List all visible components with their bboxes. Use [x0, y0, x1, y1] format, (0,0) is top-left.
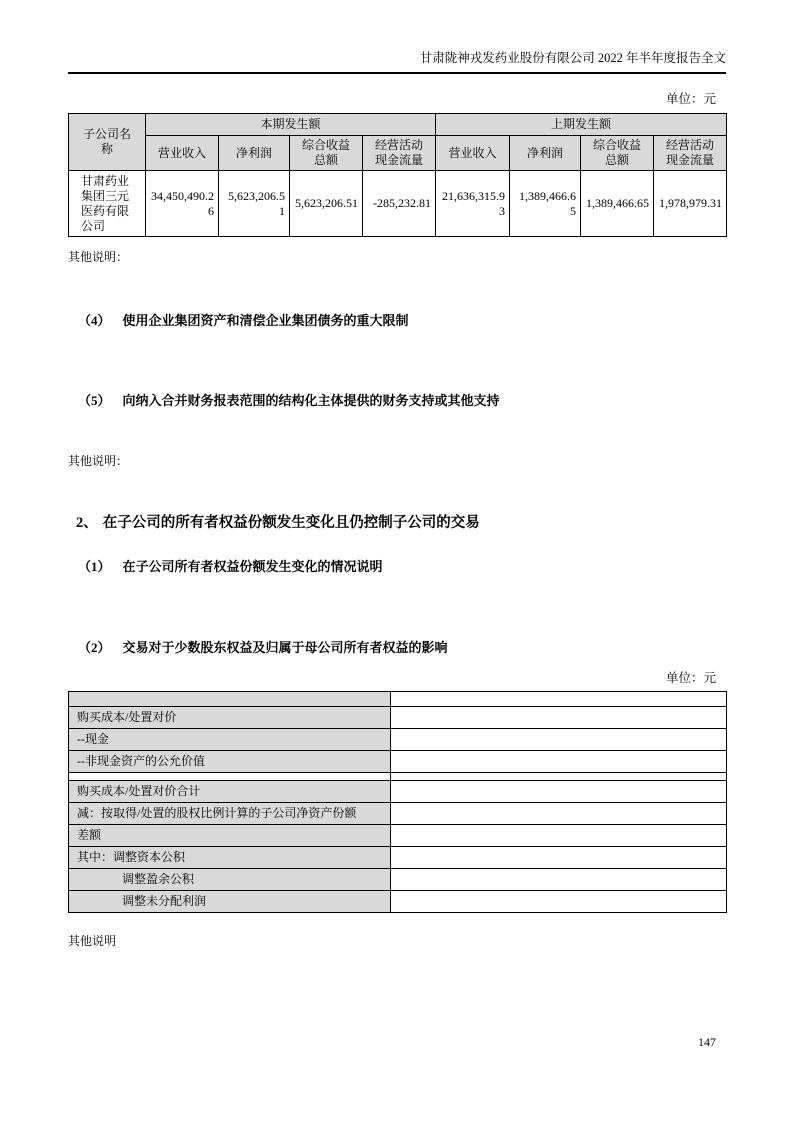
- t2-value-spacer: [391, 773, 727, 781]
- table1-subheader-revenue-current: 营业收入: [146, 136, 219, 171]
- table-row: [69, 781, 727, 803]
- section-2-2-number: （2）: [78, 640, 111, 655]
- section-5-title: 向纳入合并财务报表范围的结构化主体提供的财务支持或其他支持: [122, 393, 500, 408]
- section-5-number: （5）: [78, 393, 111, 408]
- table1-subheader-revenue-prior: 营业收入: [436, 136, 510, 171]
- t2-label-adjust-surplus-reserve: 调整盈余公积: [69, 869, 391, 891]
- equity-change-impact-table: [68, 691, 727, 913]
- t2-value-adjust-undistributed-profit: [391, 891, 727, 913]
- t2-label-blank-header: [69, 692, 391, 707]
- table-row: [69, 869, 727, 891]
- t2-label-adjust-capital-reserve: 其中：调整资本公积: [69, 847, 391, 869]
- value-netprofit-current: 5,623,206.51: [219, 171, 290, 237]
- value-cashflow-prior: 1,978,979.31: [654, 171, 727, 237]
- other-note-after-table1: 其他说明：: [68, 250, 129, 264]
- section-4-title: 使用企业集团资产和清偿企业集团债务的重大限制: [122, 313, 409, 328]
- table-row-spacer: [69, 773, 727, 781]
- other-note-after-section5: 其他说明：: [68, 454, 129, 468]
- section-2-1-number: （1）: [78, 559, 111, 574]
- subsidiary-financials-table: [68, 113, 727, 237]
- t2-value-difference: [391, 825, 727, 847]
- other-note-after-table2: 其他说明: [68, 934, 117, 948]
- table-row: [69, 847, 727, 869]
- table1-subheader-netprofit-current: 净利润: [219, 136, 290, 171]
- t2-value-purchase-cost: [391, 707, 727, 729]
- table-row: [69, 171, 727, 237]
- value-comprehensive-prior: 1,389,466.65: [581, 171, 654, 237]
- section-2-2-title: 交易对于少数股东权益及归属于母公司所有者权益的影响: [122, 640, 448, 655]
- t2-value-noncash-fair-value: [391, 751, 727, 773]
- table-row: [69, 707, 727, 729]
- value-cashflow-current: -285,232.81: [363, 171, 436, 237]
- t2-value-adjust-surplus-reserve: [391, 869, 727, 891]
- table1-header-prior-period: 上期发生额: [436, 114, 727, 136]
- t2-value-less-net-asset-share: [391, 803, 727, 825]
- t2-label-less-net-asset-share: 减：按取得/处置的股权比例计算的子公司净资产份额: [69, 803, 391, 825]
- value-netprofit-prior: 1,389,466.65: [510, 171, 581, 237]
- table1-subheader-netprofit-prior: 净利润: [510, 136, 581, 171]
- section-heading-2: [76, 511, 480, 532]
- t2-value-cash: [391, 729, 727, 751]
- table-row: [69, 692, 727, 707]
- table-row: [69, 751, 727, 773]
- section-heading-2-1: [78, 556, 383, 575]
- t2-label-noncash-fair-value: --非现金资产的公允价值: [69, 751, 391, 773]
- page-header-title: 甘肃陇神戎发药业股份有限公司 2022 年半年度报告全文: [68, 50, 726, 74]
- section-heading-4: [78, 310, 409, 329]
- t2-label-adjust-undistributed-profit: 调整未分配利润: [69, 891, 391, 913]
- t2-label-difference: 差额: [69, 825, 391, 847]
- table1-header-current-period: 本期发生额: [146, 114, 436, 136]
- section-2-title: 在子公司的所有者权益份额发生变化且仍控制子公司的交易: [102, 515, 480, 531]
- table-row: [69, 803, 727, 825]
- t2-value-purchase-cost-total: [391, 781, 727, 803]
- table-row: [69, 825, 727, 847]
- unit-label-table2: 单位：元: [665, 671, 716, 685]
- table1-subheader-cashflow-current: 经营活动现金流量: [363, 136, 436, 171]
- section-2-number: 2、: [76, 515, 98, 531]
- unit-label-table1: 单位：元: [665, 92, 716, 106]
- t2-label-purchase-cost: 购买成本/处置对价: [69, 707, 391, 729]
- section-heading-2-2: [78, 637, 448, 656]
- value-revenue-prior: 21,636,315.93: [436, 171, 510, 237]
- table1-subheader-comprehensive-prior: 综合收益总额: [581, 136, 654, 171]
- value-revenue-current: 34,450,490.26: [146, 171, 219, 237]
- t2-label-purchase-cost-total: 购买成本/处置对价合计: [69, 781, 391, 803]
- table-row: [69, 891, 727, 913]
- page-number: 147: [698, 1035, 716, 1049]
- section-2-1-title: 在子公司所有者权益份额发生变化的情况说明: [122, 559, 383, 574]
- t2-value-adjust-capital-reserve: [391, 847, 727, 869]
- value-comprehensive-current: 5,623,206.51: [290, 171, 363, 237]
- t2-value-blank-header: [391, 692, 727, 707]
- table-row: [69, 729, 727, 751]
- t2-label-spacer: [69, 773, 391, 781]
- t2-label-cash: --现金: [69, 729, 391, 751]
- subsidiary-name-cell: 甘肃药业集团三元医药有限公司: [69, 171, 146, 237]
- table1-header-subsidiary: 子公司名称: [69, 114, 146, 171]
- table1-subheader-comprehensive-current: 综合收益总额: [290, 136, 363, 171]
- table1-subheader-cashflow-prior: 经营活动现金流量: [654, 136, 727, 171]
- section-4-number: （4）: [78, 313, 111, 328]
- section-heading-5: [78, 390, 500, 409]
